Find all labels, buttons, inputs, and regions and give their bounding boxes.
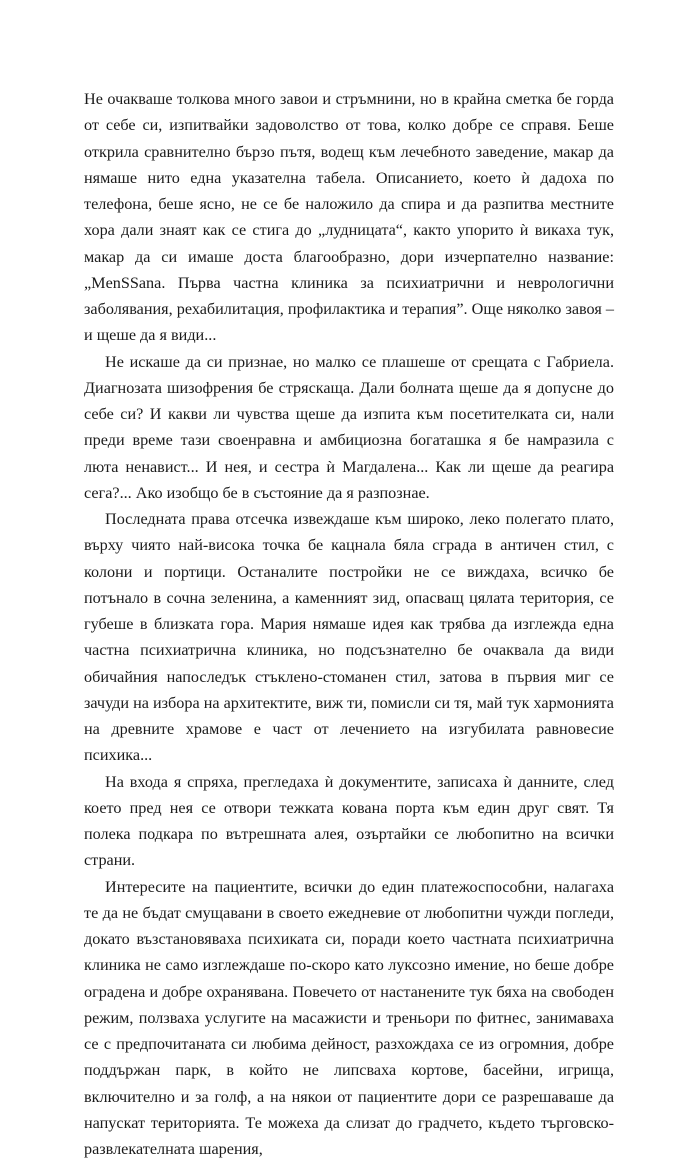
body-text [84, 86, 614, 1162]
paragraph-3: Последната права отсечка извеждаше към широко, леко полегато плато, върху чиято най-висока точка бе кацнала бяла сграда в античен стил, с колони и портици. Останалите постройки не се виждаха, всичко бе потънало в сочна зеленина, а каменният зид, опасващ цялата територия, се губеше в близката гора. Мария нямаше идея как трябва да изглежда една частна психиатрична клиника, но подсъзнателно бе очаквала да види обичайния напоследък стъклено-стоманен стил, затова в първия миг се зачуди на избора на архитектите, виж ти, помисли си тя, май тук хармонията на древните храмове е част от лечението на изгубилата равновесие психика... [84, 506, 614, 769]
paragraph-1: Не очакваше толкова много завои и стръмнини, но в крайна сметка бе горда от себе си, изпитвайки задоволство от това, колко добре се справя. Беше открила сравнително бързо пътя, водещ към лечебното заведение, макар да нямаше нито една указателна табела. Описанието, което ѝ дадоха по телефона, беше ясно, не се бе наложило да спира и да разпитва местните хора дали знаят как се стига до „лудницата“, както упорито ѝ викаха тук, макар да си имаше доста благообразно, дори изчерпателно название: „MenSSana. Първа частна клиника за психиатрични и неврологични заболявания, рехабилитация, профилактика и терапия”. Още няколко завоя – и щеше да я види... [84, 86, 614, 349]
paragraph-4: На входа я спряха, прегледаха ѝ документите, записаха ѝ данните, след което пред нея се отвори тежката кована порта към един друг свят. Тя полека подкара по вътрешната алея, озъртайки се любопитно на всички страни. [84, 769, 614, 874]
paragraph-5: Интересите на пациентите, всички до един платежоспособни, налагаха те да не бъдат смущавани в своето ежедневие от любопитни чужди погледи, докато възстановяваха психиката си, поради което частната психиатрична клиника не само изглеждаше по-скоро като луксозно имение, но беше добре оградена и добре охранявана. Повечето от настанените тук бяха на свободен режим, ползваха услугите на масажисти и треньори по фитнес, занимаваха се с предпочитаната си любима дейност, разхождаха се из огромния, добре поддържан парк, в който не липсваха кортове, басейни, игрища, включително и за голф, а на някои от пациентите дори се разрешаваше да напускат територията. Те можеха да слизат до градчето, където търговско-развлекателната шарения, [84, 874, 614, 1162]
paragraph-2: Не искаше да си признае, но малко се плашеше от срещата с Габриела. Диагнозата шизофрения бе стряскаща. Дали болната щеше да я допусне до себе си? И какви ли чувства щеше да изпита към посетителката си, нали преди време тази своенравна и амбициозна богаташка я бе намразила с люта ненавист... И нея, и сестра ѝ Магдалена... Как ли щеше да реагира сега?... Ако изобщо бе в състояние да я разпознае. [84, 349, 614, 507]
